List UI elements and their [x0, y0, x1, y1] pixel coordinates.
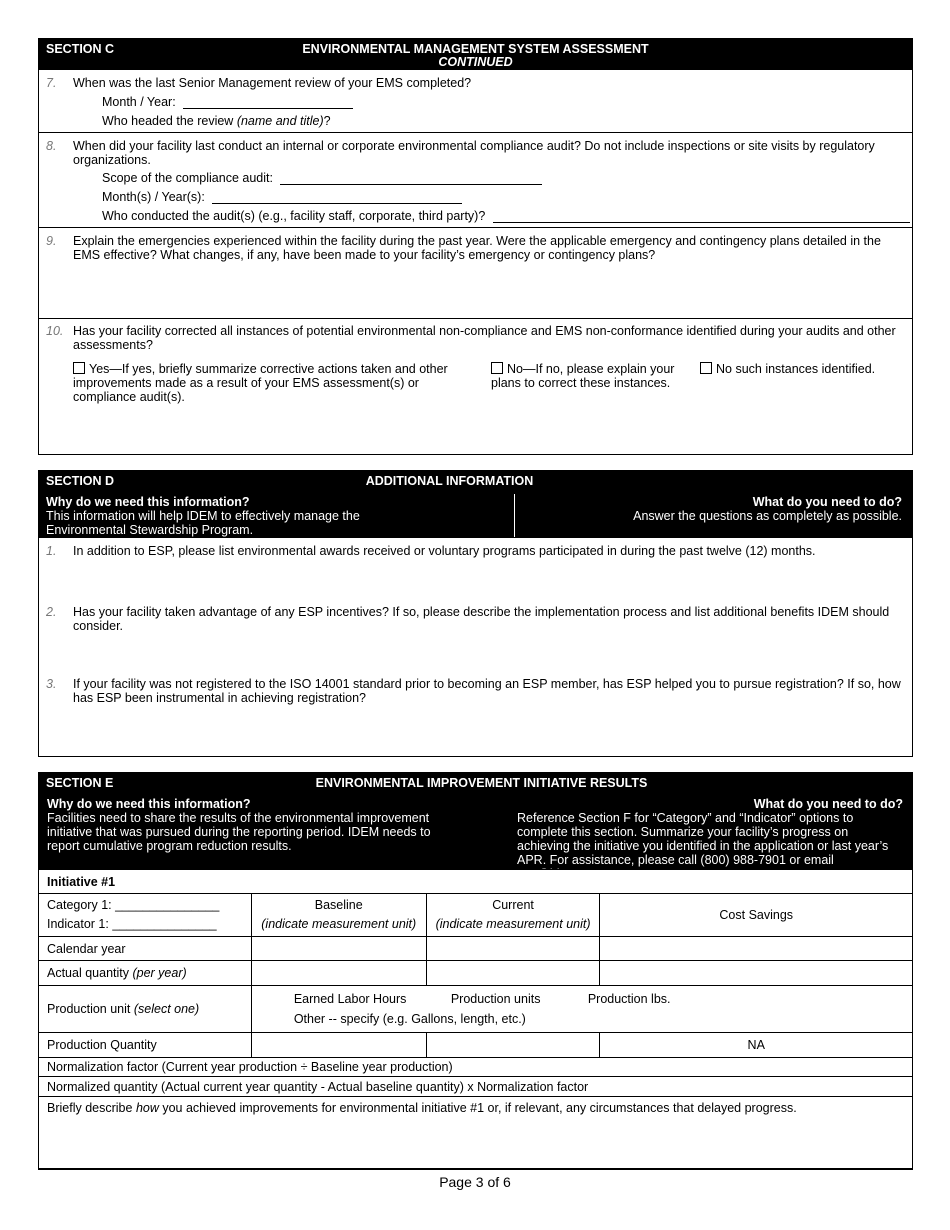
baseline-unit-note: (indicate measurement unit)	[261, 917, 417, 931]
section-e-title: ENVIRONMENTAL IMPROVEMENT INITIATIVE RESULTS	[315, 776, 648, 790]
category-indicator-cell[interactable]	[39, 894, 252, 937]
option-other-specify[interactable]: Other -- specify (e.g. Gallons, length, etc.)	[293, 1012, 526, 1026]
normalized-quantity-row[interactable]: Normalized quantity (Actual current year quantity - Actual baseline quantity) x Normalization factor	[39, 1077, 913, 1097]
section-e-what-tail: .	[615, 867, 620, 881]
section-c-subtitle: CONTINUED	[438, 55, 513, 69]
q10-number: 10.	[46, 324, 64, 338]
q8-scope-field[interactable]	[280, 172, 542, 185]
q7-number: 7.	[46, 76, 57, 90]
section-e-label: SECTION E	[46, 776, 114, 790]
q7-who-headed-label: Who headed the review	[102, 114, 237, 128]
section-d-why-heading: Why do we need this information?	[46, 495, 250, 509]
table-row	[39, 870, 913, 894]
calendar-year-baseline-cell[interactable]	[251, 937, 426, 961]
production-quantity-current-cell[interactable]	[426, 1033, 600, 1058]
checkbox-icon[interactable]	[491, 362, 503, 374]
d-q3-answer-area[interactable]	[73, 708, 903, 752]
production-unit-label	[39, 986, 252, 1033]
q9-answer-area[interactable]	[73, 266, 903, 314]
q7-who-headed-qmark: ?	[323, 114, 331, 128]
q10-option-none[interactable]	[700, 362, 905, 376]
calendar-year-current-cell[interactable]	[426, 937, 600, 961]
q8-months-row	[102, 190, 462, 204]
option-production-lbs[interactable]: Production lbs.	[587, 992, 671, 1006]
q7-month-year-field[interactable]	[183, 96, 353, 109]
section-d-header	[38, 470, 913, 538]
describe-text-a: Briefly describe	[47, 1101, 136, 1115]
section-e-what-text: Reference Section F for “Category” and “Indicator” options to complete this section. Summarize your facility’s progress on achieving the initiative you identified in the application or last year’s APR. For assistance, please call (800) 988-7901 or email	[517, 811, 889, 867]
d-q1-number: 1.	[46, 544, 57, 558]
q7-who-headed-hint: (name and title)	[236, 114, 324, 128]
section-e-why-heading: Why do we need this information?	[47, 797, 251, 811]
section-c-title: ENVIRONMENTAL MANAGEMENT SYSTEM ASSESSMENT	[302, 42, 649, 56]
q8-who-label: Who conducted the audit(s) (e.g., facility staff, corporate, third party)?	[102, 209, 486, 223]
q8-months-label: Month(s) / Year(s):	[102, 190, 205, 204]
production-unit-options	[251, 986, 912, 1033]
q10-option-yes[interactable]	[73, 362, 463, 404]
divider	[38, 318, 913, 319]
cost-savings-header: Cost Savings	[600, 894, 913, 937]
table-row	[39, 1033, 913, 1058]
current-unit-note: (indicate measurement unit)	[435, 917, 591, 931]
section-d-why-text: This information will help IDEM to effectively manage the Environmental Stewardship Program.	[46, 509, 360, 537]
q10-option-none-label: No such instances identified.	[716, 362, 876, 376]
d-q2-answer-area[interactable]	[73, 636, 903, 674]
q9-number: 9.	[46, 234, 57, 248]
q8-scope-label: Scope of the compliance audit:	[102, 171, 273, 185]
option-production-units[interactable]: Production units	[450, 992, 541, 1006]
describe-text-b: you achieved improvements for environmental initiative #1 or, if relevant, any circumstances that delayed progress.	[158, 1101, 797, 1115]
calendar-year-label: Calendar year	[39, 937, 252, 961]
production-quantity-baseline-cell[interactable]	[251, 1033, 426, 1058]
describe-improvements-area[interactable]	[39, 1097, 913, 1169]
section-e-why-text: Facilities need to share the results of the environmental improvement initiative that was pursued during the reporting period. IDEM needs to report cumulative program reduction results.	[47, 811, 431, 853]
option-earned-labor-hours[interactable]: Earned Labor Hours	[293, 992, 407, 1006]
initiative-table	[38, 869, 913, 1170]
table-row	[39, 894, 913, 937]
section-c-label: SECTION C	[46, 42, 115, 56]
q10-text: Has your facility corrected all instances of potential environmental non-compliance and EMS non-conformance identified during your audits and other assessments?	[73, 324, 896, 352]
q7-month-year-row	[102, 95, 353, 109]
describe-text-how: how	[135, 1101, 159, 1115]
section-d-what-heading: What do you need to do?	[752, 495, 902, 509]
q7-month-year-label: Month / Year:	[102, 95, 176, 109]
section-d-what	[518, 495, 902, 523]
table-row	[39, 961, 913, 986]
table-row	[39, 1077, 913, 1097]
section-d-title: ADDITIONAL INFORMATION	[365, 474, 534, 488]
q8-scope-row	[102, 171, 542, 185]
divider	[514, 494, 515, 537]
d-q3-number: 3.	[46, 677, 57, 691]
section-d-what-text: Answer the questions as completely as possible.	[633, 509, 902, 523]
actual-quantity-current-cell[interactable]	[426, 961, 600, 986]
d-q3-text: If your facility was not registered to the ISO 14001 standard prior to becoming an ESP member, has ESP helped you to pursue registration? If so, how has ESP been instrumental in achieving registration?	[73, 677, 901, 705]
q8-who-field[interactable]	[493, 210, 910, 223]
divider	[38, 132, 913, 133]
section-e-header	[38, 772, 913, 881]
select-one-hint: (select one)	[133, 1002, 200, 1016]
current-header	[426, 894, 600, 937]
production-quantity-label: Production Quantity	[39, 1033, 252, 1058]
actual-quantity-text: Actual quantity	[47, 966, 133, 980]
initiative-heading: Initiative #1	[39, 870, 913, 894]
q10-option-no-label: No—If no, please explain your plans to correct these instances.	[491, 362, 675, 390]
q10-option-yes-label: Yes—If yes, briefly summarize corrective actions taken and other improvements made as a result of your EMS assessment(s) or compliance audit(s).	[73, 362, 448, 404]
table-row	[39, 986, 913, 1033]
section-c-header	[38, 38, 913, 70]
q7-who-headed	[102, 114, 331, 128]
checkbox-icon[interactable]	[700, 362, 712, 374]
d-q1-answer-area[interactable]	[73, 560, 903, 600]
q8-text: When did your facility last conduct an internal or corporate environmental compliance audit? Do not include inspections or site visits by regulatory organizations.	[73, 139, 875, 167]
table-row	[39, 1058, 913, 1077]
q7-text: When was the last Senior Management review of your EMS completed?	[73, 76, 472, 90]
section-e-what-heading: What do you need to do?	[753, 797, 903, 811]
d-q2-text: Has your facility taken advantage of any ESP incentives? If so, please describe the implementation process and list additional benefits IDEM should consider.	[73, 605, 890, 633]
per-year-hint: (per year)	[132, 966, 187, 980]
section-d-label: SECTION D	[46, 474, 115, 488]
table-row	[39, 1097, 913, 1169]
actual-quantity-label	[39, 961, 252, 986]
q8-who-row	[102, 209, 910, 223]
indicator-field[interactable]: Indicator 1: _______________	[47, 917, 217, 931]
checkbox-icon[interactable]	[73, 362, 85, 374]
divider	[38, 227, 913, 228]
q8-months-field[interactable]	[212, 191, 462, 204]
current-label: Current	[492, 898, 534, 912]
actual-quantity-baseline-cell[interactable]	[251, 961, 426, 986]
d-q2-number: 2.	[46, 605, 57, 619]
table-row	[39, 937, 913, 961]
normalization-factor-row[interactable]: Normalization factor (Current year production ÷ Baseline year production)	[39, 1058, 913, 1077]
actual-quantity-savings-cell[interactable]	[600, 961, 913, 986]
section-e-why	[47, 797, 442, 853]
baseline-label: Baseline	[314, 898, 363, 912]
q10-option-no[interactable]	[491, 362, 689, 390]
category-field[interactable]: Category 1: _______________	[47, 898, 220, 912]
production-quantity-na: NA	[600, 1033, 913, 1058]
baseline-header	[251, 894, 426, 937]
production-unit-text: Production unit	[47, 1002, 134, 1016]
d-q1-text: In addition to ESP, please list environmental awards received or voluntary programs participated in during the past twelve (12) months.	[73, 544, 816, 558]
q9-text: Explain the emergencies experienced within the facility during the past year. Were the applicable emergency and contingency plans detailed in the EMS effective? What changes, if any, have been made to your facility’s emergency or contingency plans?	[73, 234, 881, 262]
q8-number: 8.	[46, 139, 57, 153]
page-number: Page 3 of 6	[439, 1174, 511, 1190]
section-d-why	[46, 495, 426, 537]
calendar-year-savings-cell[interactable]	[600, 937, 913, 961]
email-link[interactable]: esp@idem.IN.gov	[517, 867, 616, 881]
